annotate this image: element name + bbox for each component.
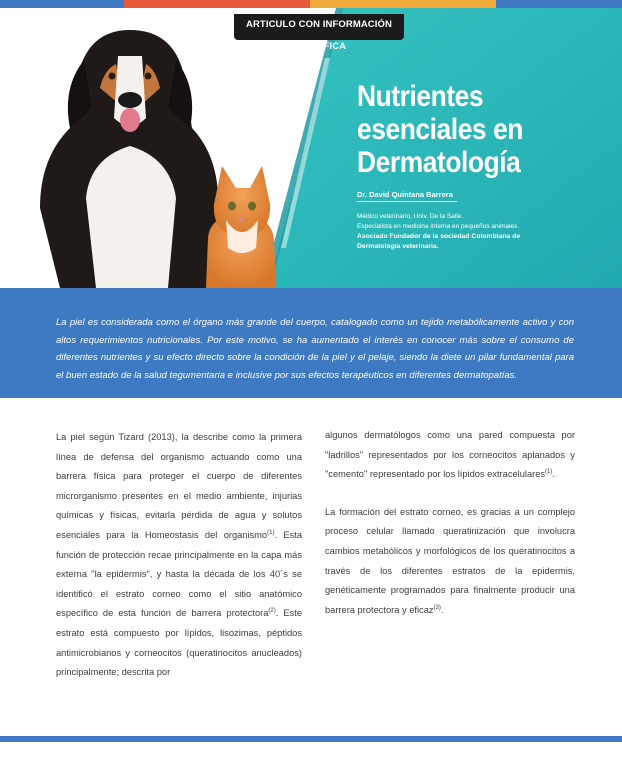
stripe-blue — [0, 0, 124, 8]
text-segment: algunos dermatólogos como una pared compuesta por "ladrillos" representados por los corneocitos aplanados y "cemento" representado por los lípidos extracelulares — [325, 430, 575, 480]
citation-ref: (3) — [433, 604, 441, 611]
stripe-blue-2 — [496, 0, 622, 8]
stripe-orange — [310, 0, 496, 8]
body-column-left — [56, 428, 302, 683]
bottom-rule — [0, 736, 622, 742]
author-affiliation — [357, 212, 547, 252]
paragraph-right-1 — [325, 426, 575, 485]
affiliation-line-1: Médico veterinario, Univ. De la Salle. — [357, 213, 464, 220]
hero-banner — [0, 8, 622, 288]
text-segment: . Esta función de protección recae principalmente en la capa más externa "la epidermis", y hasta la década de los 40´s se identificó el estrato corneo como el sitio anatómico específico de esta función de barrera protectora — [56, 529, 302, 619]
affiliation-line-2: Especialista en medicina interna en pequeños animales. — [357, 223, 520, 230]
affiliation-strong: Asociado Fundador de la sociedad Colombiana de Dermatología veterinaria. — [357, 233, 521, 250]
paragraph-right-2 — [325, 503, 575, 621]
text-segment: . — [552, 469, 555, 480]
body-column-right — [325, 426, 575, 620]
stripe-red — [124, 0, 310, 8]
citation-ref: (2) — [268, 608, 276, 615]
title-line-2: esenciales en — [357, 113, 524, 146]
citation-ref: (1) — [545, 469, 553, 476]
title-line-3: Dermatología — [357, 146, 521, 179]
citation-ref: (1) — [267, 529, 275, 536]
top-color-stripe — [0, 0, 622, 8]
article-type-badge: ARTICULO CON INFORMACIÓN CIENTÍFICA — [234, 14, 404, 40]
author-name: Dr. David Quintana Barrera — [357, 190, 457, 202]
paragraph-left-1 — [56, 428, 302, 683]
text-segment: . Este estrato está compuesto por lípidos, lisozimas, péptidos antimicrobianos y corneocitos (queratinocitos anucleados) principalmente; descrita por — [56, 608, 302, 678]
title-line-1: Nutrientes — [357, 80, 484, 113]
article-title — [357, 80, 577, 179]
text-segment: La formación del estrato corneo, es gracias a un complejo proceso celular llamado queratinización que involucra cambios metabólicos y morfológicos de los queratinocitos a través de los diferentes estratos de la epidermis, genéticamente programados para finalmente producir una barrera protectora y eficaz — [325, 506, 575, 615]
abstract-box — [0, 288, 622, 398]
text-segment: . — [440, 604, 444, 615]
abstract-text: La piel es considerada como el órgano más grande del cuerpo, catalogado como un tejido metabólicamente activo y con altos requerimientos nutricionales. Por este motivo, se ha aumentado el interés en conocer más sobre el consumo de diferentes nutrientes y su efecto directo sobre la condición de la piel y el pelaje, siendo la diete un pilar fundamental para el buen estado de la salud tegumentaria e inclusive por sus efectos terapéuticos en diferentes dermatopatías. — [56, 317, 574, 381]
text-segment: La piel según Tizard (2013), la describe como la primera línea de defensa del organismo actuando como una barrera física para proteger el cuerpo de diferentes microrganismo presentes en el medio ambiente, injurias químicas y físicas, evitarla pérdida de agua y solutos esenciales para la Homeostasis del organismo — [56, 432, 302, 540]
dog-illustration — [40, 30, 218, 288]
